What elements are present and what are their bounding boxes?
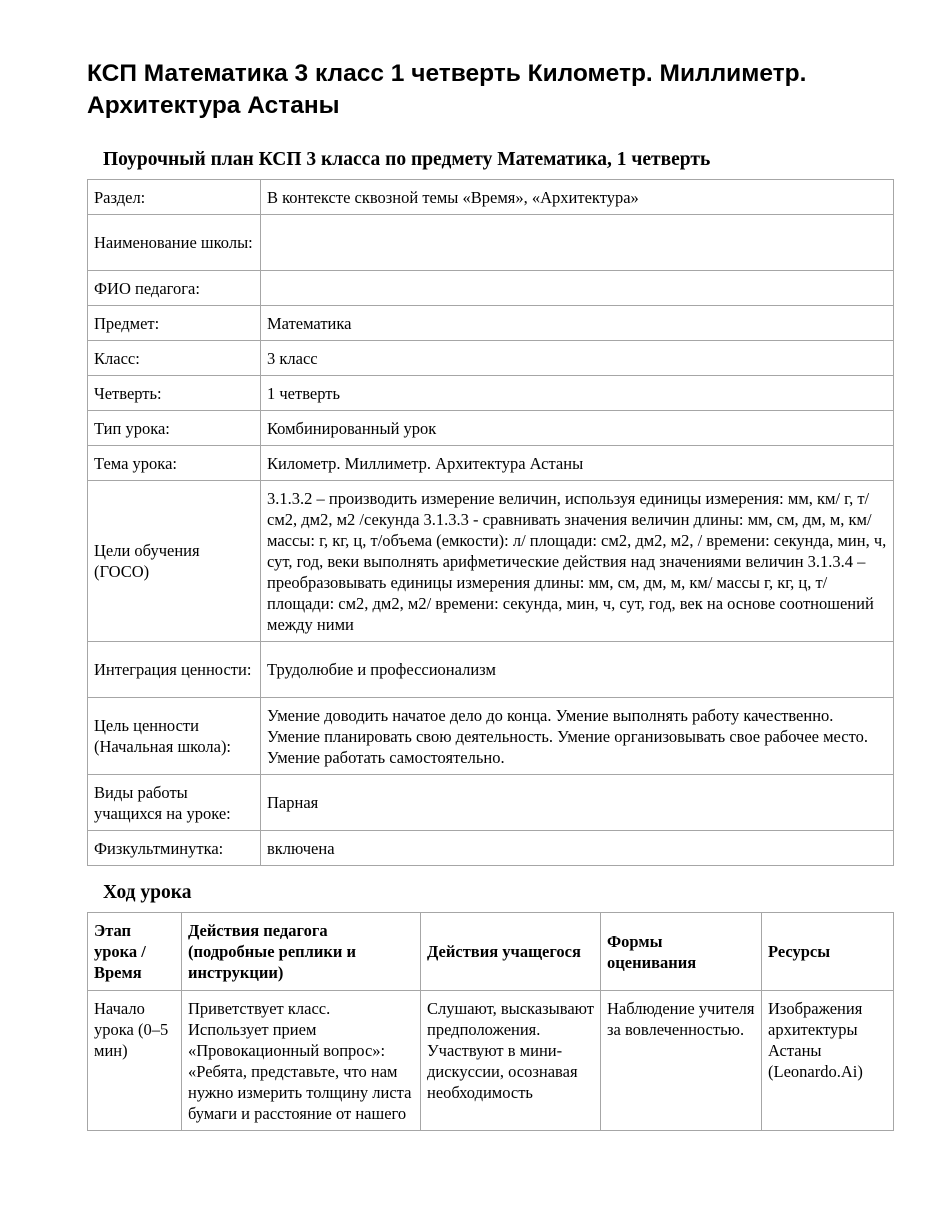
column-header-resources: Ресурсы <box>762 913 894 991</box>
plan-row-value: 1 четверть <box>261 376 894 411</box>
table-row <box>88 991 894 1131</box>
column-header-student-actions: Действия учащегося <box>421 913 601 991</box>
table-cell-stage: Начало урока (0–5 мин) <box>88 991 182 1131</box>
plan-row-label: Тип урока: <box>88 411 261 446</box>
plan-row-label: Класс: <box>88 341 261 376</box>
plan-row-value-integration <box>88 642 894 698</box>
plan-row-label: Цель ценности (Начальная школа): <box>88 698 261 775</box>
plan-row-value: В контексте сквозной темы «Время», «Архитектура» <box>261 180 894 215</box>
plan-row-value: Километр. Миллиметр. Архитектура Астаны <box>261 446 894 481</box>
table-cell-resources: Изображения архитектуры Астаны (Leonardo.Ai) <box>762 991 894 1131</box>
document-title: КСП Математика 3 класс 1 четверть Километр. Миллиметр. Архитектура Астаны <box>87 60 807 119</box>
column-header-assessment: Формы оценивания <box>601 913 762 991</box>
plan-row-value: 3.1.3.2 – производить измерение величин, используя единицы измерения: мм, км/ г, т/см2, дм2, м2 /секунда 3.1.3.3 - сравнивать значения величин длины: мм, см, дм, м, км/массы: г, кг, ц, т/объема (емкости): л/ площади: см2, дм2, м2, / времени: секунда, мин, ч, сут, год, веки выполнять арифметические действия над значениями величин 3.1.3.4 – преобразовывать единицы измерения длины: мм, см, дм, м, км/ массы г, кг, ц, т/ площади: см2, дм2, м2/ времени: секунда, мин, ч, сут, год, век на основе соотношений между ними <box>261 481 894 642</box>
plan-row-label: Четверть: <box>88 376 261 411</box>
plan-row-value: включена <box>261 831 894 866</box>
plan-row-value: Парная <box>261 775 894 831</box>
plan-row-physical-break <box>88 831 894 866</box>
plan-row-label: Цели обучения (ГОСО) <box>88 481 261 642</box>
plan-row-value: 3 класс <box>261 341 894 376</box>
plan-row-school <box>88 215 894 271</box>
plan-row-value: Комбинированный урок <box>261 411 894 446</box>
plan-row-label: Тема урока: <box>88 446 261 481</box>
plan-row-value <box>261 215 894 271</box>
lesson-table-header-row <box>88 913 894 991</box>
plan-row-teacher <box>88 271 894 306</box>
plan-row-lesson-topic <box>88 446 894 481</box>
column-header-stage: Этап урока / Время <box>88 913 182 991</box>
plan-row-value <box>261 271 894 306</box>
plan-row-learning-goals <box>88 481 894 642</box>
table-cell-assessment: Наблюдение учителя за вовлеченностью. <box>601 991 762 1131</box>
plan-row-label: ФИО педагога: <box>88 271 261 306</box>
plan-row-section <box>88 180 894 215</box>
plan-row-label: Физкультминутка: <box>88 831 261 866</box>
plan-row-label: Раздел: <box>88 180 261 215</box>
table-cell-student-actions: Слушают, высказывают предположения. Участвуют в мини-дискуссии, осознавая необходимость <box>421 991 601 1131</box>
plan-row-work-types <box>88 775 894 831</box>
plan-row-value: Математика <box>261 306 894 341</box>
plan-row-label: Наименование школы: <box>88 215 261 271</box>
plan-row-value-goal <box>88 698 894 775</box>
plan-row-value: Умение доводить начатое дело до конца. Умение выполнять работу качественно. Умение планировать свою деятельность. Умение организовывать свое рабочее место. Умение работать самостоятельно. <box>261 698 894 775</box>
plan-row-lesson-type <box>88 411 894 446</box>
lesson-heading: Ход урока <box>103 882 192 903</box>
plan-row-label: Виды работы учащихся на уроке: <box>88 775 261 831</box>
plan-row-quarter <box>88 376 894 411</box>
table-cell-teacher-actions: Приветствует класс. Использует прием «Провокационный вопрос»: «Ребята, представьте, что нам нужно измерить толщину листа бумаги и расстояние от нашего <box>182 991 421 1131</box>
plan-row-value: Трудолюбие и профессионализм <box>261 642 894 698</box>
plan-row-label: Интеграция ценности: <box>88 642 261 698</box>
lesson-table <box>87 912 894 1131</box>
plan-row-grade <box>88 341 894 376</box>
plan-heading: Поурочный план КСП 3 класса по предмету Математика, 1 четверть <box>103 149 711 170</box>
column-header-teacher-actions: Действия педагога (подробные реплики и инструкции) <box>182 913 421 991</box>
plan-table <box>87 179 894 866</box>
plan-row-label: Предмет: <box>88 306 261 341</box>
plan-row-subject <box>88 306 894 341</box>
